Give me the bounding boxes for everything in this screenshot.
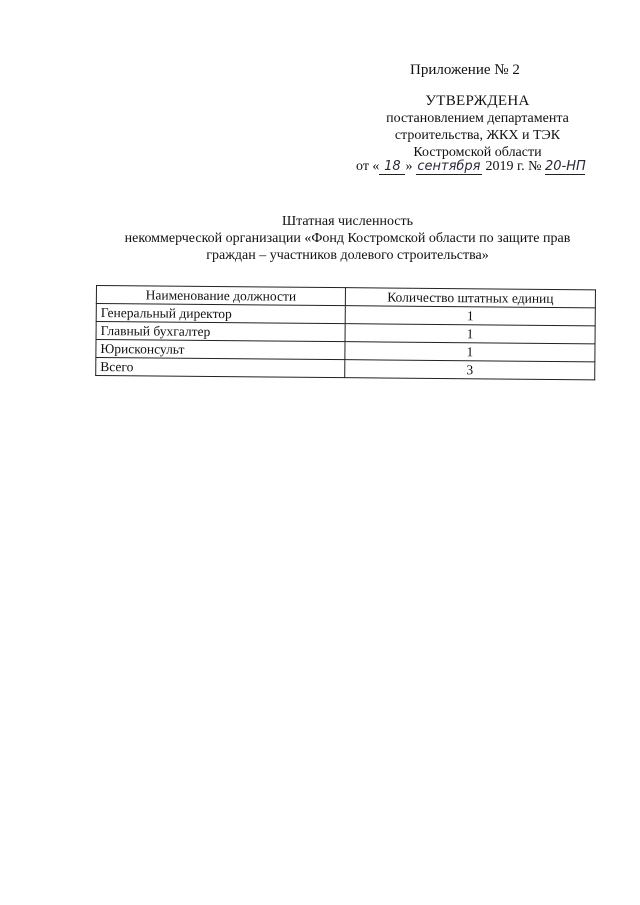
table-row-total	[96, 358, 595, 380]
approval-block	[355, 93, 600, 161]
header-count: Количество штатных единиц	[345, 288, 595, 308]
approval-title: УТВЕРЖДЕНА	[425, 93, 530, 109]
date-mid: »	[405, 159, 413, 174]
heading-line-3: граждан – участников долевого строительства»	[206, 248, 489, 263]
row-count: 1	[345, 306, 595, 326]
row-position: Главный бухгалтер	[96, 322, 345, 342]
row-count: 1	[345, 342, 595, 362]
row-position: Всего	[96, 358, 345, 378]
heading-line-1: Штатная численность	[281, 214, 414, 229]
appendix-label: Приложение № 2	[410, 62, 520, 78]
approval-line-1: постановлением департамента	[386, 111, 569, 126]
row-count: 3	[345, 360, 595, 380]
decree-number-handwritten: 20-НП	[544, 159, 586, 174]
row-position: Юрисконсульт	[96, 340, 345, 360]
approval-date-line	[356, 159, 585, 175]
approval-line-3: Костромской области	[413, 145, 542, 160]
heading-line-2: некоммерческой организации «Фонд Костромской области по защите прав	[124, 231, 571, 246]
date-month-handwritten: сентября	[417, 159, 481, 174]
row-count: 1	[345, 324, 595, 344]
date-prefix: от «	[356, 159, 380, 174]
date-year: 2019 г. №	[485, 159, 542, 174]
document-heading	[95, 213, 600, 264]
row-position: Генеральный директор	[96, 304, 345, 324]
approval-line-2: строительства, ЖКХ и ТЭК	[394, 128, 561, 143]
date-day-handwritten: 18	[379, 160, 405, 175]
staff-table	[95, 285, 596, 380]
header-position: Наименование должности	[96, 286, 345, 306]
